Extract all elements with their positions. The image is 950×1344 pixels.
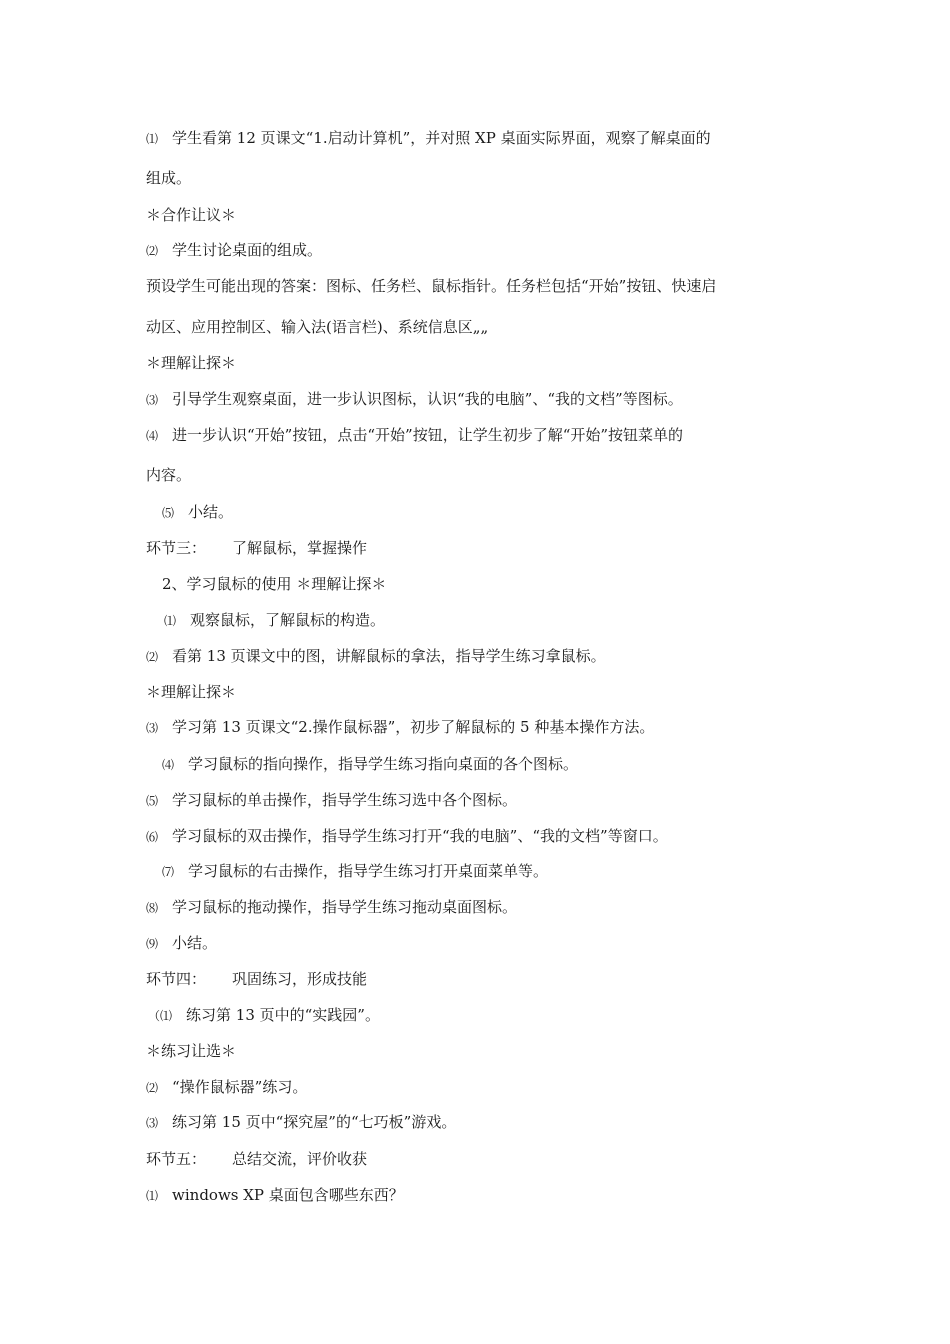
item-number: ⑶	[146, 1116, 159, 1130]
paragraph-line	[146, 276, 716, 296]
line-text: 总结交流，评价收获	[232, 1150, 368, 1168]
section-marker	[146, 353, 236, 373]
line-text: 引导学生观察桌面，进一步认识图标，认识“我的电脑”、“我的文档”等图标。	[172, 390, 683, 408]
item-number: ⑸	[162, 506, 175, 520]
paragraph-line	[146, 717, 654, 738]
item-number: ⑼	[146, 937, 159, 951]
paragraph-line	[146, 1112, 456, 1133]
paragraph-line	[146, 646, 606, 667]
line-text: 小结。	[172, 934, 218, 952]
line-text: ＊理解让探＊	[146, 354, 237, 372]
item-number: ⑷	[162, 758, 175, 772]
paragraph-line	[146, 465, 191, 485]
paragraph-line	[146, 425, 683, 446]
paragraph-line	[162, 574, 386, 594]
line-text: 预设学生可能出现的答案：图标、任务栏、鼠标指针。任务栏包括“开始”按钮、快速启	[146, 277, 717, 295]
line-text: 组成。	[146, 169, 192, 187]
paragraph-line	[146, 128, 711, 149]
section-marker	[146, 682, 236, 702]
paragraph-line	[146, 933, 217, 954]
item-number: ⑻	[146, 901, 159, 915]
paragraph-line	[146, 240, 322, 261]
section-heading	[146, 1149, 367, 1169]
item-number: ⑵	[146, 244, 159, 258]
item-number: ⑺	[162, 865, 175, 879]
line-text: 学习鼠标的指向操作，指导学生练习指向桌面的各个图标。	[188, 755, 579, 773]
line-text: 学生看第 12 页课文“1.启动计算机”，并对照 XP 桌面实际界面，观察了解桌面的	[172, 129, 711, 147]
line-text: 练习第 13 页中的“实践园”。	[186, 1006, 380, 1024]
paragraph-line	[146, 826, 668, 847]
line-text: 巩固练习，形成技能	[232, 970, 368, 988]
line-text: 2、学习鼠标的使用 ＊理解让探＊	[162, 575, 387, 593]
section-label: 环节三：	[146, 539, 207, 557]
line-text: 学习第 13 页课文“2.操作鼠标器”，初步了解鼠标的 5 种基本操作方法。	[172, 718, 655, 736]
item-number: ⑶	[146, 393, 159, 407]
item-number: ⑸	[146, 794, 159, 808]
item-number: ⑵	[146, 650, 159, 664]
line-text: 动区、应用控制区、输入法(语言栏)、系统信息区„„	[146, 318, 489, 336]
section-marker	[146, 1041, 236, 1061]
paragraph-line	[164, 610, 385, 631]
paragraph-line	[146, 897, 517, 918]
section-heading	[146, 538, 367, 558]
line-text: 学习鼠标的右击操作，指导学生练习打开桌面菜单等。	[188, 862, 549, 880]
line-text: 小结。	[188, 503, 234, 521]
line-text: “操作鼠标器”练习。	[172, 1078, 308, 1096]
paragraph-line	[146, 1077, 307, 1098]
section-heading	[146, 969, 367, 989]
section-label: 环节四：	[146, 970, 207, 988]
line-text: 练习第 15 页中“探究屋”的“七巧板”游戏。	[172, 1113, 457, 1131]
line-text: 观察鼠标，了解鼠标的构造。	[190, 611, 386, 629]
item-number: ⑵	[146, 1081, 159, 1095]
line-text: 学习鼠标的单击操作，指导学生练习选中各个图标。	[172, 791, 518, 809]
paragraph-line	[162, 861, 548, 882]
line-text: ＊理解让探＊	[146, 683, 237, 701]
line-text: 进一步认识“开始”按钮，点击“开始”按钮，让学生初步了解“开始”按钮菜单的	[172, 426, 684, 444]
line-text: windows XP 桌面包含哪些东西？	[172, 1186, 404, 1204]
line-text: ＊合作让议＊	[146, 206, 237, 224]
line-text: 学习鼠标的拖动操作，指导学生练习拖动桌面图标。	[172, 898, 518, 916]
paragraph-line	[162, 754, 578, 775]
item-number: ⑴	[164, 614, 177, 628]
item-number: ⑷	[146, 429, 159, 443]
line-text: 学生讨论桌面的组成。	[172, 241, 323, 259]
paragraph-line	[146, 317, 488, 337]
item-number: ⑶	[146, 721, 159, 735]
line-text: 了解鼠标，掌握操作	[232, 539, 368, 557]
paragraph-line	[146, 389, 683, 410]
paragraph-line	[146, 168, 191, 188]
section-marker	[146, 205, 236, 225]
section-label: 环节五：	[146, 1150, 207, 1168]
paragraph-line	[146, 790, 517, 811]
line-text: 看第 13 页课文中的图，讲解鼠标的拿法，指导学生练习拿鼠标。	[172, 647, 606, 665]
line-text: 学习鼠标的双击操作，指导学生练习打开“我的电脑”、“我的文档”等窗口。	[172, 827, 668, 845]
line-text: 内容。	[146, 466, 192, 484]
paragraph-line	[162, 502, 233, 523]
line-text: ＊练习让选＊	[146, 1042, 237, 1060]
paragraph-line	[148, 1005, 380, 1026]
item-number: ⑴	[146, 1189, 159, 1203]
item-number: ⑹	[146, 830, 159, 844]
item-number: （⑴	[148, 1009, 173, 1023]
paragraph-line	[146, 1185, 404, 1206]
item-number: ⑴	[146, 132, 159, 146]
